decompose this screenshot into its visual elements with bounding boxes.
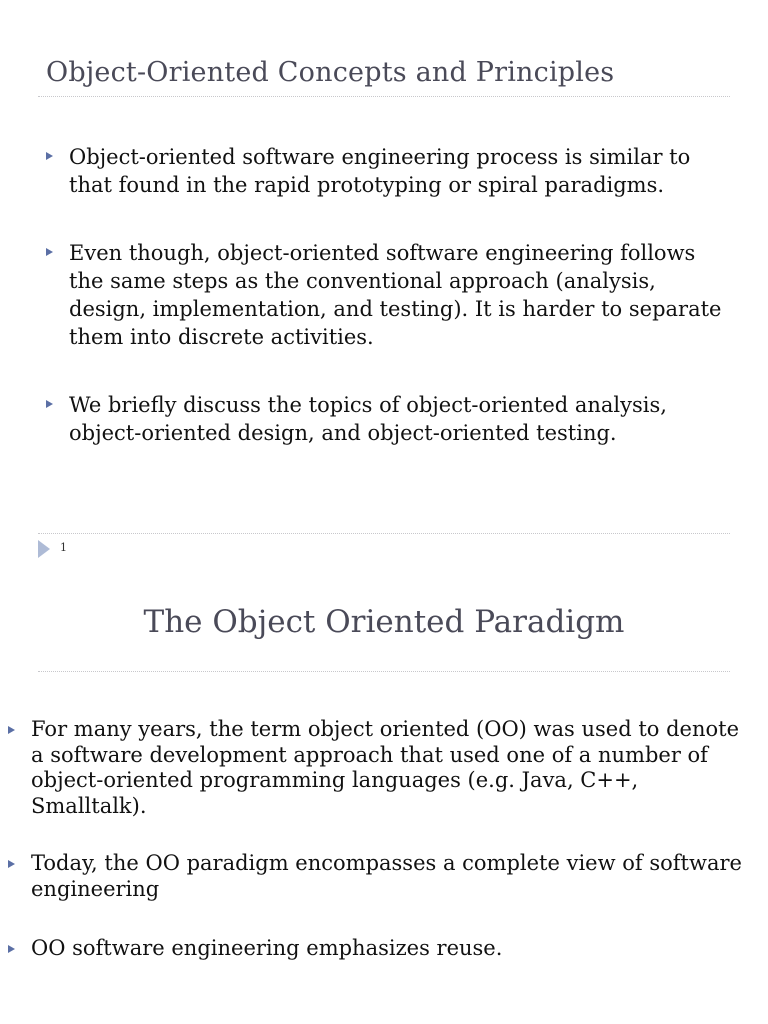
triangle-bullet-icon <box>8 726 15 734</box>
triangle-bullet-icon <box>8 945 15 953</box>
slide-2-bullet-2 <box>8 851 743 902</box>
triangle-bullet-icon <box>46 152 53 160</box>
slide-2-bullet-list <box>8 717 743 962</box>
slide-1-footer-divider <box>38 533 730 534</box>
triangle-bullet-icon <box>8 860 15 868</box>
slide-1-bullet-list <box>46 143 736 447</box>
slide-2-bullet-3 <box>8 936 743 962</box>
triangle-bullet-icon <box>46 400 53 408</box>
slide-1-title: Object-Oriented Concepts and Principles <box>46 57 615 88</box>
slide-1-bullet-1 <box>46 143 736 199</box>
page-number: 1 <box>60 541 67 554</box>
slide-2 <box>0 568 768 1024</box>
slide-1-bullet-2 <box>46 239 736 351</box>
slide-2-bullet-2-text: Today, the OO paradigm encompasses a complete view of software engineering <box>31 851 742 901</box>
slide-1-bullet-3 <box>46 391 736 447</box>
slide-2-title: The Object Oriented Paradigm <box>143 604 625 640</box>
slide-1-bullet-2-text: Even though, object-oriented software engineering follows the same steps as the conventional approach (analysis, design, implementation, and testing). It is harder to separate them into discrete activities. <box>69 241 722 349</box>
slide-1-bullet-1-text: Object-oriented software engineering process is similar to that found in the rapid prototyping or spiral paradigms. <box>69 145 691 197</box>
slide-2-bullet-3-text: OO software engineering emphasizes reuse. <box>31 936 503 960</box>
triangle-bullet-icon <box>46 248 53 256</box>
triangle-footer-icon <box>38 540 50 558</box>
slide-2-bullet-1 <box>8 717 743 819</box>
slide-1-title-divider <box>38 96 730 97</box>
slide-2-bullet-1-text: For many years, the term object oriented (OO) was used to denote a software development approach that used one of a number of object-oriented programming languages (e.g. Java, C++, Smalltalk). <box>31 717 740 818</box>
slide-2-title-divider <box>38 671 730 672</box>
slide-1-bullet-3-text: We briefly discuss the topics of object-oriented analysis, object-oriented design, and object-oriented testing. <box>69 393 667 445</box>
